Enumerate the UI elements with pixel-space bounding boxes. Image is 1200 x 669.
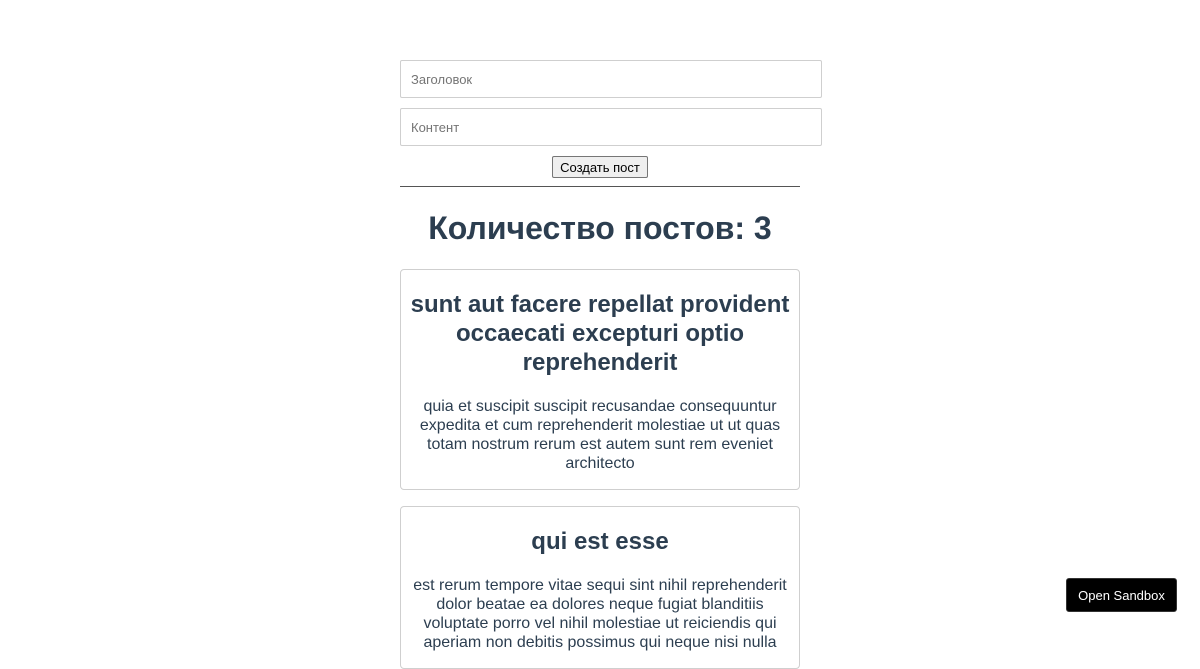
post-title: qui est esse bbox=[531, 528, 669, 555]
post-list bbox=[400, 269, 800, 669]
app-container bbox=[400, 60, 800, 669]
create-post-form bbox=[400, 60, 800, 178]
post-body: quia et suscipit suscipit recusandae consequuntur expedita et cum reprehenderit molestiae ut ut quas totam nostrum rerum est autem sunt rem eveniet architecto bbox=[419, 398, 781, 472]
post-item bbox=[400, 506, 800, 669]
post-body: est rerum tempore vitae sequi sint nihil reprehenderit dolor beatae ea dolores neque fugiat blanditiis voluptate porro vel nihil molestiae ut reiciendis qui aperiam non debitis possimus qui neque nisi nulla bbox=[413, 577, 787, 651]
open-sandbox-button[interactable]: Open Sandbox bbox=[1066, 578, 1177, 612]
post-item bbox=[400, 269, 800, 490]
posts-count-title: Количество постов: 3 bbox=[428, 210, 772, 246]
divider bbox=[400, 186, 800, 187]
post-title: sunt aut facere repellat provident occaecati excepturi optio reprehenderit bbox=[410, 291, 790, 376]
title-input[interactable] bbox=[400, 60, 822, 98]
create-post-button[interactable]: Создать пост bbox=[552, 156, 648, 178]
form-actions bbox=[400, 156, 800, 178]
content-input[interactable] bbox=[400, 108, 822, 146]
